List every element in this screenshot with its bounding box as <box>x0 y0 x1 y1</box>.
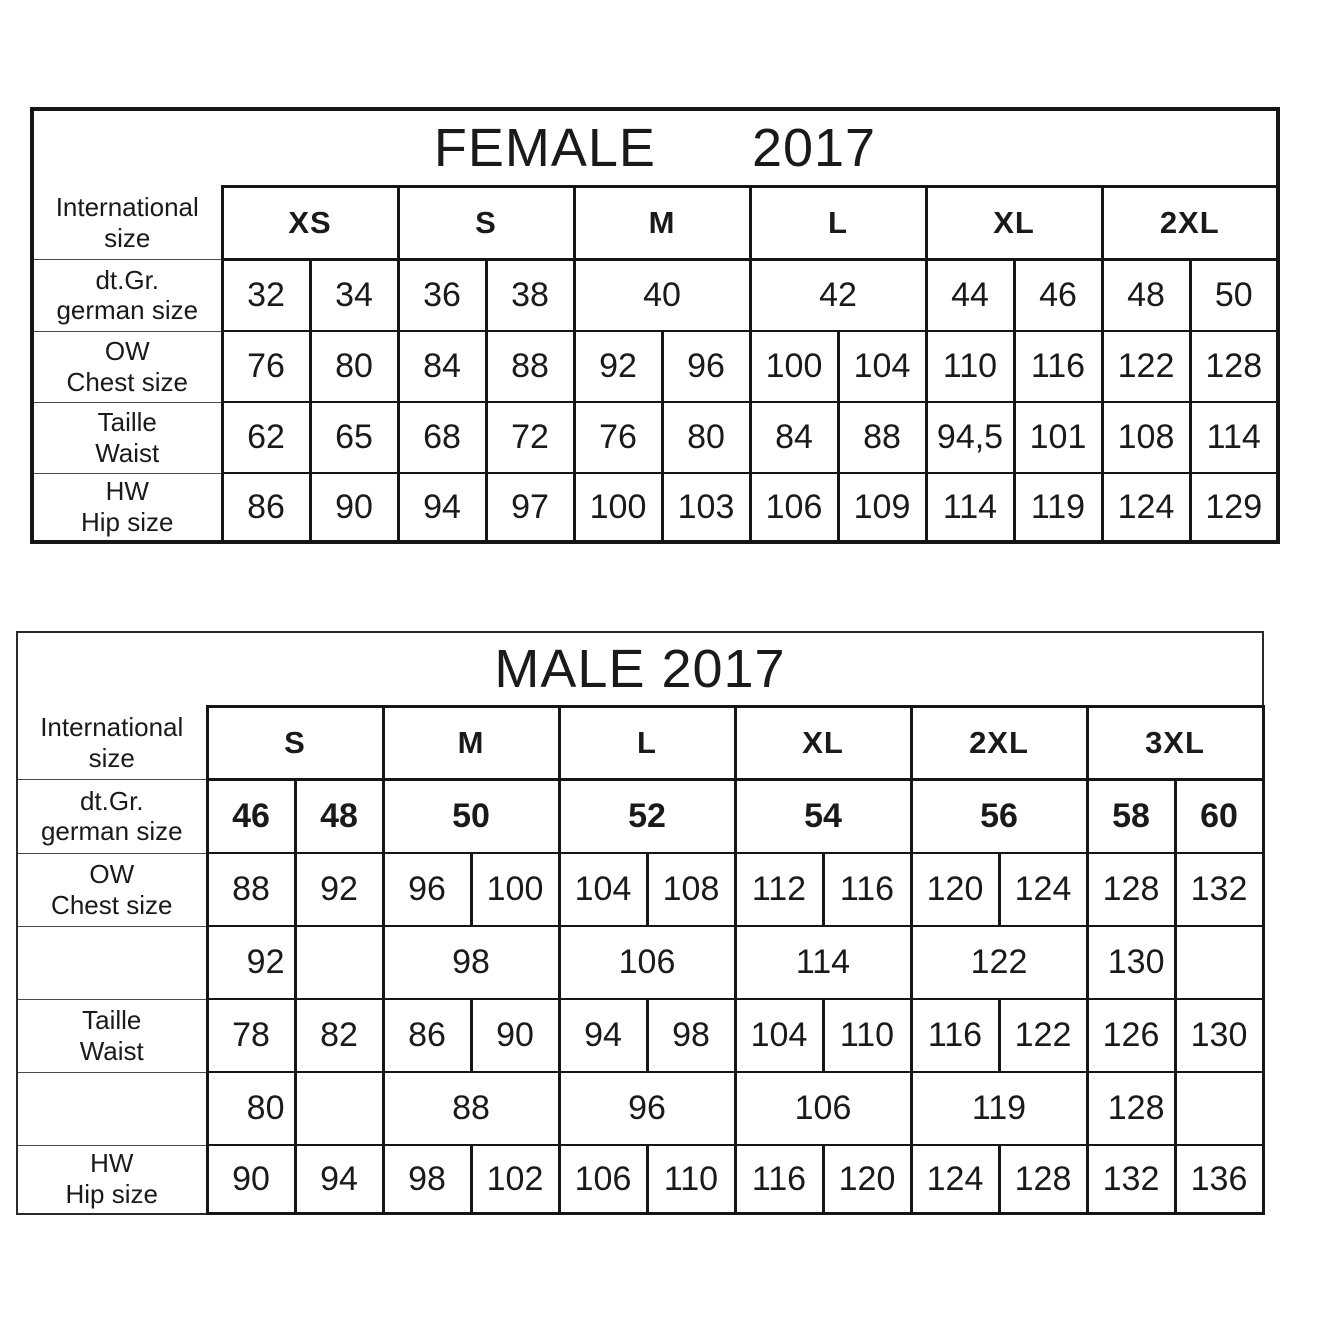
size-header-cell: XL <box>926 187 1102 260</box>
row-label-hip-size <box>32 473 222 542</box>
measure-cell: 110 <box>823 999 911 1072</box>
row-label-line: size <box>104 222 151 253</box>
measure-cell: 110 <box>647 1145 735 1214</box>
measure-cell: 68 <box>398 402 486 473</box>
row-label-line: OW <box>89 858 135 889</box>
measure-cell: 122 <box>911 926 1087 999</box>
german-size-cell: 46 <box>1014 260 1102 332</box>
german-size-cell: 32 <box>222 260 310 332</box>
row-label-chest-size <box>32 331 222 402</box>
row-label-line: Hip size <box>65 1179 158 1209</box>
german-size-cell: 60 <box>1175 780 1263 854</box>
size-header-cell: S <box>398 187 574 260</box>
measure-cell: 96 <box>559 1072 735 1145</box>
german-size-cell: 50 <box>383 780 559 854</box>
measure-cell: 116 <box>1014 331 1102 402</box>
measure-cell: 76 <box>222 331 310 402</box>
measure-cell: 94 <box>398 473 486 542</box>
measure-cell: 80 <box>207 1072 295 1145</box>
measure-cell: 62 <box>222 402 310 473</box>
measure-cell: 82 <box>295 999 383 1072</box>
male-table-title: MALE 2017 <box>494 639 786 699</box>
german-size-cell: 44 <box>926 260 1014 332</box>
measure-cell: 86 <box>222 473 310 542</box>
measure-cell: 114 <box>1190 402 1278 473</box>
german-size-cell: 56 <box>911 780 1087 854</box>
measure-cell: 132 <box>1087 1145 1175 1214</box>
measure-cell: 120 <box>911 853 999 926</box>
german-size-cell: 52 <box>559 780 735 854</box>
measure-cell: 136 <box>1175 1145 1263 1214</box>
measure-cell: 100 <box>750 331 838 402</box>
row-label-line: german size <box>40 816 183 847</box>
measure-cell: 76 <box>574 402 662 473</box>
measure-cell: 128 <box>1087 853 1175 926</box>
measure-cell: 114 <box>926 473 1014 542</box>
row-label-german-size <box>17 780 207 854</box>
measure-cell: 130 <box>1175 999 1263 1072</box>
measure-cell: 104 <box>559 853 647 926</box>
male-waist-secondary-row <box>17 1072 1263 1145</box>
empty-cell <box>1175 926 1263 999</box>
row-label-line: Taille <box>97 406 157 437</box>
male-size-table <box>16 631 1265 1215</box>
row-label-line: Waist <box>79 1035 144 1066</box>
row-label-empty <box>17 1072 207 1145</box>
measure-cell: 128 <box>999 1145 1087 1214</box>
measure-cell: 96 <box>383 853 471 926</box>
measure-cell: 88 <box>207 853 295 926</box>
measure-cell: 94 <box>559 999 647 1072</box>
row-label-chest-size <box>17 853 207 926</box>
measure-cell: 128 <box>1190 331 1278 402</box>
measure-cell: 100 <box>471 853 559 926</box>
row-label-line: HW <box>105 476 149 507</box>
german-size-cell: 34 <box>310 260 398 332</box>
measure-cell: 88 <box>486 331 574 402</box>
measure-cell: 109 <box>838 473 926 542</box>
measure-cell: 106 <box>750 473 838 542</box>
german-size-cell: 46 <box>207 780 295 854</box>
measure-cell: 84 <box>750 402 838 473</box>
measure-cell: 104 <box>838 331 926 402</box>
male-waist-row <box>17 999 1263 1072</box>
measure-cell: 128 <box>1087 1072 1175 1145</box>
row-label-line: size <box>88 742 135 773</box>
size-header-cell: 2XL <box>1102 187 1278 260</box>
measure-cell: 78 <box>207 999 295 1072</box>
measure-cell: 119 <box>911 1072 1087 1145</box>
german-size-cell: 38 <box>486 260 574 332</box>
measure-cell: 90 <box>471 999 559 1072</box>
measure-cell: 102 <box>471 1145 559 1214</box>
measure-cell: 122 <box>999 999 1087 1072</box>
measure-cell: 97 <box>486 473 574 542</box>
measure-cell: 110 <box>926 331 1014 402</box>
row-label-line: OW <box>104 335 150 366</box>
empty-cell <box>295 926 383 999</box>
measure-cell: 90 <box>207 1145 295 1214</box>
german-size-cell: 48 <box>1102 260 1190 332</box>
female-german-size-row <box>32 260 1278 332</box>
male-chest-secondary-row <box>17 926 1263 999</box>
measure-cell: 84 <box>398 331 486 402</box>
measure-cell: 132 <box>1175 853 1263 926</box>
measure-cell: 126 <box>1087 999 1175 1072</box>
measure-cell: 94 <box>295 1145 383 1214</box>
german-size-cell: 50 <box>1190 260 1278 332</box>
size-header-cell: M <box>383 707 559 780</box>
female-hip-row <box>32 473 1278 542</box>
size-header-cell: L <box>559 707 735 780</box>
empty-cell <box>1175 1072 1263 1145</box>
row-label-line: dt.Gr. <box>79 785 144 816</box>
measure-cell: 80 <box>310 331 398 402</box>
measure-cell: 108 <box>1102 402 1190 473</box>
german-size-cell: 40 <box>574 260 750 332</box>
german-size-cell: 36 <box>398 260 486 332</box>
measure-cell: 80 <box>662 402 750 473</box>
size-header-cell: S <box>207 707 383 780</box>
row-label-waist <box>32 402 222 473</box>
measure-cell: 98 <box>647 999 735 1072</box>
male-chest-row <box>17 853 1263 926</box>
german-size-cell: 58 <box>1087 780 1175 854</box>
measure-cell: 103 <box>662 473 750 542</box>
measure-cell: 96 <box>662 331 750 402</box>
measure-cell: 86 <box>383 999 471 1072</box>
row-label-line: International <box>40 712 184 743</box>
row-label-line: International <box>55 192 199 223</box>
row-label-hip-size <box>17 1145 207 1214</box>
measure-cell: 116 <box>823 853 911 926</box>
measure-cell: 112 <box>735 853 823 926</box>
measure-cell: 90 <box>310 473 398 542</box>
size-header-cell: 2XL <box>911 707 1087 780</box>
measure-cell: 106 <box>735 1072 911 1145</box>
measure-cell: 98 <box>383 1145 471 1214</box>
measure-cell: 120 <box>823 1145 911 1214</box>
female-waist-row <box>32 402 1278 473</box>
size-header-cell: XL <box>735 707 911 780</box>
row-label-line: Taille <box>82 1004 142 1035</box>
measure-cell: 94,5 <box>926 402 1014 473</box>
row-label-empty <box>17 926 207 999</box>
row-label-line: Hip size <box>81 506 174 537</box>
measure-cell: 124 <box>999 853 1087 926</box>
empty-cell <box>295 1072 383 1145</box>
measure-cell: 92 <box>295 853 383 926</box>
row-label-line: Waist <box>95 437 160 468</box>
measure-cell: 92 <box>207 926 295 999</box>
male-title-row <box>17 632 1263 707</box>
male-size-header-row <box>17 707 1263 780</box>
row-label-line: Chest size <box>66 366 188 397</box>
measure-cell: 98 <box>383 926 559 999</box>
measure-cell: 116 <box>735 1145 823 1214</box>
female-table-title: FEMALE 2017 <box>433 118 877 178</box>
measure-cell: 106 <box>559 926 735 999</box>
measure-cell: 124 <box>1102 473 1190 542</box>
measure-cell: 130 <box>1087 926 1175 999</box>
male-hip-row <box>17 1145 1263 1214</box>
measure-cell: 122 <box>1102 331 1190 402</box>
measure-cell: 114 <box>735 926 911 999</box>
measure-cell: 92 <box>574 331 662 402</box>
size-header-cell: M <box>574 187 750 260</box>
female-title-row <box>32 109 1278 187</box>
size-header-cell: 3XL <box>1087 707 1263 780</box>
row-label-international-size <box>17 707 207 780</box>
size-header-cell: L <box>750 187 926 260</box>
measure-cell: 104 <box>735 999 823 1072</box>
measure-cell: 108 <box>647 853 735 926</box>
measure-cell: 100 <box>574 473 662 542</box>
row-label-line: HW <box>90 1148 134 1179</box>
female-size-header-row <box>32 187 1278 260</box>
row-label-line: Chest size <box>51 889 173 920</box>
row-label-line: dt.Gr. <box>95 264 160 295</box>
measure-cell: 129 <box>1190 473 1278 542</box>
measure-cell: 119 <box>1014 473 1102 542</box>
row-label-international-size <box>32 187 222 260</box>
german-size-cell: 42 <box>750 260 926 332</box>
female-chest-row <box>32 331 1278 402</box>
measure-cell: 101 <box>1014 402 1102 473</box>
row-label-waist <box>17 999 207 1072</box>
row-label-german-size <box>32 260 222 332</box>
measure-cell: 106 <box>559 1145 647 1214</box>
german-size-cell: 48 <box>295 780 383 854</box>
size-header-cell: XS <box>222 187 398 260</box>
measure-cell: 88 <box>383 1072 559 1145</box>
german-size-cell: 54 <box>735 780 911 854</box>
male-german-size-row <box>17 780 1263 854</box>
measure-cell: 88 <box>838 402 926 473</box>
measure-cell: 124 <box>911 1145 999 1214</box>
measure-cell: 65 <box>310 402 398 473</box>
row-label-line: german size <box>56 295 199 326</box>
measure-cell: 116 <box>911 999 999 1072</box>
measure-cell: 72 <box>486 402 574 473</box>
female-size-table <box>30 107 1280 544</box>
